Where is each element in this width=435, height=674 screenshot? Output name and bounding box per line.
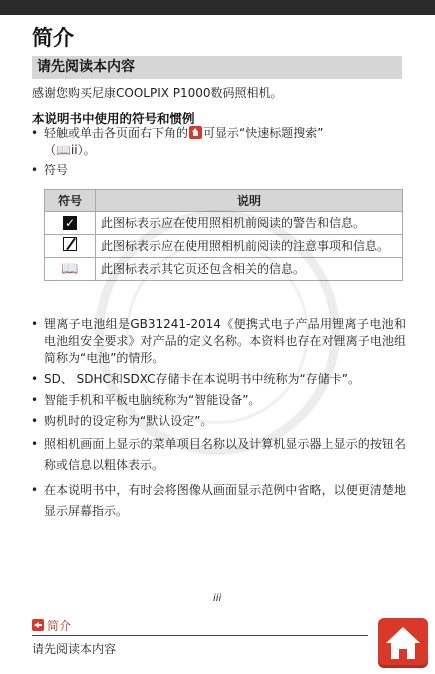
- table-header-row: [45, 190, 403, 212]
- symbol-cell: [45, 258, 96, 281]
- tap-ref-page[interactable]: ii）。: [70, 143, 96, 157]
- table-row: [45, 258, 403, 281]
- description-cell: 此图标表示应在使用照相机前阅读的警告和信息。: [96, 212, 403, 235]
- note-pencil-icon: [63, 237, 77, 251]
- header-symbol: 符号: [45, 190, 96, 212]
- description-cell: 此图标表示应在使用照相机前阅读的注意事项和信息。: [96, 235, 403, 258]
- page-title: 简介: [32, 26, 74, 50]
- breadcrumb: 请先阅读本内容: [32, 642, 117, 656]
- home-icon: [189, 126, 202, 139]
- conventions-list: [30, 125, 406, 182]
- symbol-cell: [45, 212, 96, 235]
- tap-ref-open: （: [44, 143, 57, 157]
- intro-text: 感谢您购买尼康COOLPIX P1000数码照相机。: [32, 86, 283, 100]
- top-bar: [0, 0, 435, 15]
- footer-divider: [32, 635, 368, 636]
- tap-text-before: 轻触或单击各页面右下角的: [44, 126, 189, 140]
- list-item: • 锂离子电池组是GB31241-2014《便携式电子产品用锂离子电池和电池组安全要求》对产品的定义名称。本资料也存在对锂离子电池组简称为“电池”的情形。: [30, 316, 406, 367]
- back-arrow-icon: [32, 619, 44, 631]
- list-item: • SD、 SDHC和SDXC存储卡在本说明书中统称为“存储卡”。: [30, 371, 406, 388]
- list-item: • 照相机画面上显示的菜单项目名称以及计算机显示器上显示的按钮名称或信息以粗体表示。: [30, 434, 406, 476]
- book-reference-icon: 📖: [61, 261, 79, 277]
- back-link[interactable]: [32, 617, 71, 634]
- notes-list: [30, 316, 406, 526]
- tap-text-after: 可显示“快速标题搜索”: [203, 126, 324, 140]
- back-link-label: 简介: [47, 619, 72, 633]
- section-banner: 请先阅读本内容: [32, 56, 402, 79]
- home-button[interactable]: [378, 618, 428, 668]
- symbol-cell: [45, 235, 96, 258]
- list-item: [30, 162, 406, 179]
- warning-check-icon: ✓: [64, 216, 76, 230]
- table-row: [45, 212, 403, 235]
- symbols-table: [44, 189, 403, 281]
- list-item: • 在本说明书中，有时会将图像从画面显示范例中省略，以便更清楚地显示屏幕指示。: [30, 480, 406, 522]
- conventions-heading: 本说明书中使用的符号和惯例: [32, 111, 195, 126]
- list-item: [30, 125, 406, 159]
- symbols-label: 符号: [44, 163, 69, 177]
- list-item: • 购机时的设定称为“默认设定”。: [30, 413, 406, 430]
- home-icon: [378, 618, 428, 668]
- header-description: 说明: [96, 190, 403, 212]
- book-reference-icon: 📖: [56, 143, 71, 157]
- table-row: [45, 235, 403, 258]
- page-number: iii: [213, 593, 222, 604]
- list-item: • 智能手机和平板电脑统称为“智能设备”。: [30, 392, 406, 409]
- description-cell: 此图标表示其它页还包含相关的信息。: [96, 258, 403, 281]
